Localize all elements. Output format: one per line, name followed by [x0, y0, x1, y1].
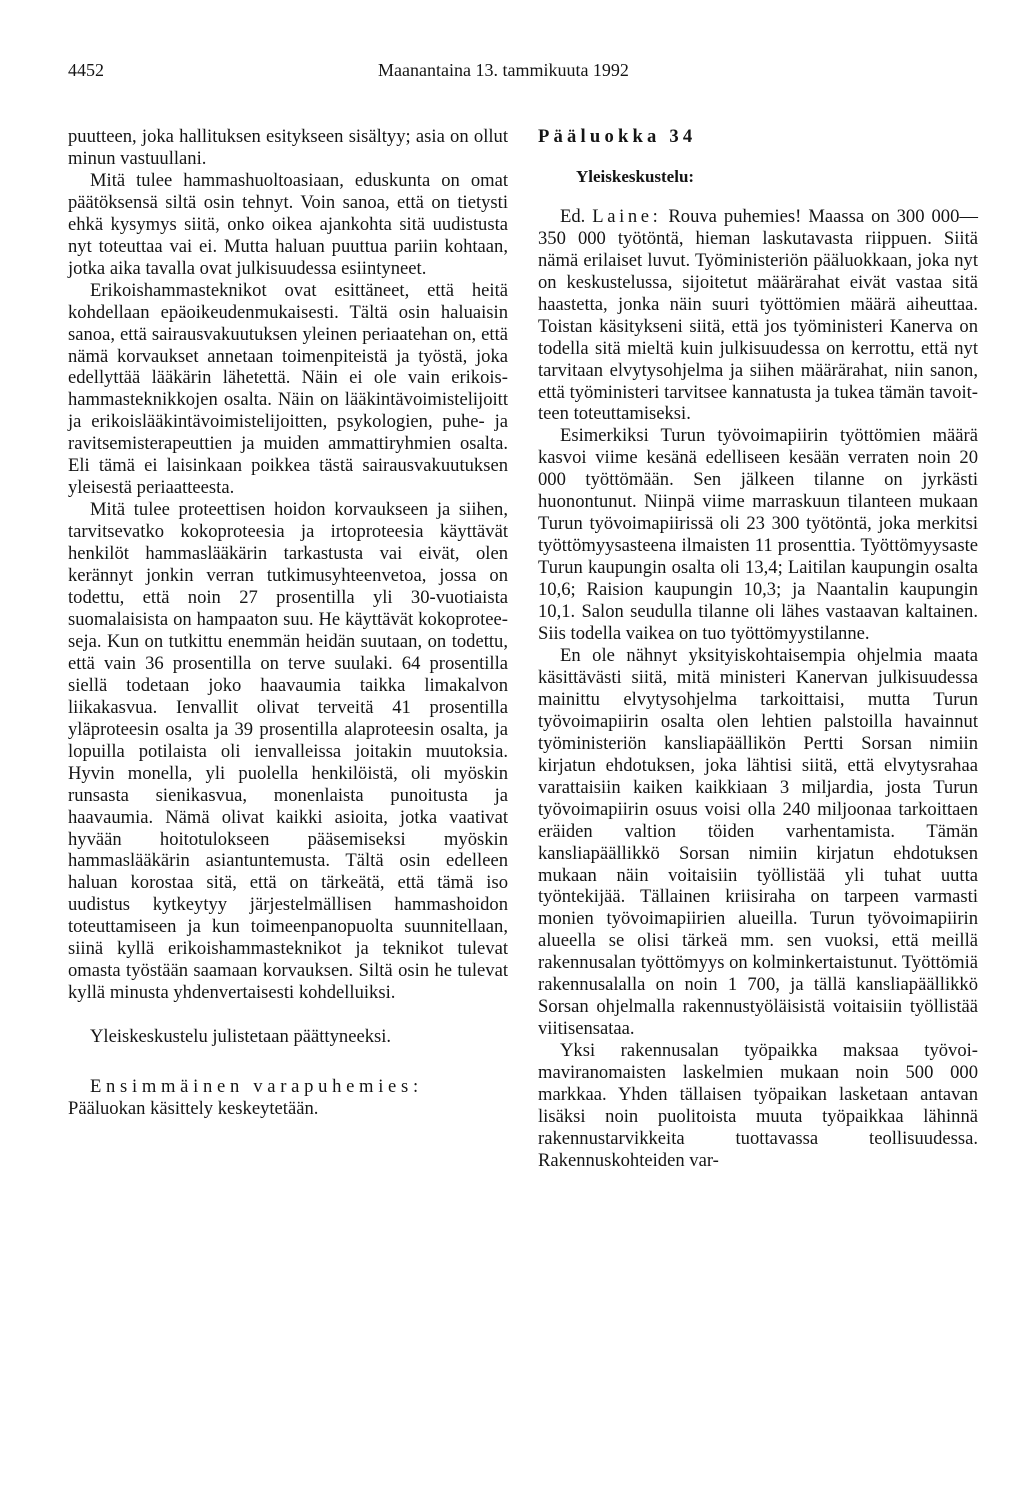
right-column — [538, 126, 978, 1172]
paragraph: En ole nähnyt yksityiskohtaisempia ohjelmia maata käsittävästi siitä, mitä ministeri Kanervan julkisuudessa mainittu elvytysohjelma tarkoittaisi, mutta Turun työvoimapiirin osalta olen lehtien palstoilla havainnut työministeriön kansliapäällikön Pertti Sorsan nimiin kirjatun ehdotuksen, joka lähtisi siitä, että elvytysrahaa varattaisiin kaiken kaikkiaan 3 miljardia, josta Turun työvoimapiirin osuus voisi olla 240 miljoonaa tarkoittaen eräiden valtion töiden varhentamista. Tämän kansliapäällikkö Sorsan nimiin kirjatun ehdotuksen mukaan näin voitaisiin työllistää yli tuhat uutta työntekijää. Tällainen kriisiraha on tarpeen varmasti monien työvoimapiirien alueilla. Turun työvoimapiirin alueella se olisi tärkeä mm. sen vuoksi, että meillä rakennusalan työttömyys on kolminkertaistunut. Työttömiä rakennusalalla on noin 1 700, ja tällä kansliapäällikkö Sorsan ohjelmalla rakennustyöläisistä voitaisiin työllistää viitisensataa. — [538, 644, 978, 1040]
page-header — [68, 60, 956, 90]
speaker-prefix: Ed. — [560, 205, 586, 227]
paragraph: Esimerkiksi Turun työvoimapiirin työttömien määrä kasvoi viime kesänä edelliseen kesään verraten noin 20 000 työttömään. Sen jälkeen tilanne on jyrkästi huonontunut. Niinpä viime marraskuun tilanteen mukaan Turun työvoimapiirissä oli 23 300 työtöntä, joka merkitsi työttömyysasteena ilmaisten 11 prosenttia. Työttömyysaste Turun kaupungin osalta oli 13,4; Laitilan kaupungin osalta 10,6; Raision kaupungin 10,3; ja Naantalin kaupungin 10,1. Salon seudulla tilanne oli lähes vastaavan kaltainen. Siis todella vaikea on tuo työttömyystilanne. — [538, 425, 978, 645]
left-column — [68, 126, 508, 1120]
speech-text: Rouva puhemies! Maassa on 300 000—350 000 työtöntä, hieman laskutavasta riippuen. Siitä nämä erilaiset luvut. Työministeriön pääluokkaan, joka nyt on keskustelussa, sijoitetut määrärahat eivät vastaa sitä haastetta, jonka näin suuri työttömien määrä aiheuttaa. Toistan käsitykseni siitä, että jos työministeri Kanerva on todella sitä mieltä kuin julkisuudessa on kerrottu, että nyt tarvitaan elvytysohjelma ja siihen määrärahat, niin sanon, että työministeri tarvitsee kannatusta ja tukea tämän tavoitteen toteuttamiseksi. — [538, 205, 978, 425]
speaker-name: Laine: — [592, 205, 662, 227]
paragraph: puutteen, joka hallituksen esitykseen sisältyy; asia on ollut minun vastuullani. — [68, 126, 508, 169]
section-title: Pääluokka 34 — [538, 126, 697, 147]
paragraph: Mitä tulee proteettisen hoidon korvaukseen ja siihen, tarvitsevatko kokoproteesia ja irtoproteesia käyttävät henkilöt hammaslääkärin tarkastusta vai eivät, olen kerännyt jonkin verran tutkimusyhteenvetoa, jossa on todettu, että noin 27 prosentilla yli 30-vuotiaista suomalaisista on hampaaton suu. He käyttävät kokoproteeseja. Kun on tutkittu enemmän heidän suutaan, on todettu, että vain 36 prosentilla on terve suulaki. 64 prosentilla siellä todetaan joko haavaumia taikka limakalvon liikakasvua. Ienvallit olivat terveitä 41 prosentilla yläproteesin osalta ja 39 prosentilla alaproteesin osalta, ja lopuilla potilaista oli ienvalleissa joitakin muutoksia. Hyvin monella, yli puolella henkilöistä, oli myöskin runsasta sienikasvua, monenlaista punoitusta ja haavaumia. Nämä olivat kaikki asioita, jotka vaativat hyvään hoitotulokseen pääsemiseksi myöskin hammaslääkärin asiantuntemusta. Tältä osin edelleen haluan korostaa sitä, että on tärkeätä, että tämä iso uudistus kytkeytyy järjestelmällisen hammashoidon toteuttamiseen ja kun toimeenpanopuolta suunnitellaan, siinä kyllä erikoishammasteknikot ja teknikot tulevat omasta työstään saamaan korvauksen. Siltä osin he tulevat kyllä minusta yhdenvertaisesti kohdelluiksi. — [68, 499, 508, 1004]
paragraph: Mitä tulee hammashuoltoasiaan, eduskunta on omat päätöksensä siltä osin tehnyt. Voin sanoa, että on tietysti ehkä kysymys siitä, onko oikea ajankohta sitä uudistusta nyt toteuttaa vai ei. Mutta haluan puuttua pariin kohtaan, jotka aika tavalla ovat julkisuudessa esiintyneet. — [68, 169, 508, 279]
session-date: Maanantaina 13. tammikuuta 1992 — [378, 60, 629, 80]
paragraph — [538, 206, 978, 426]
paragraph: Erikoishammasteknikot ovat esittäneet, että heitä kohdellaan epäoikeudenmukaisesti. Tältä osin haluaisin sanoa, että sairausvakuutuksen yleinen periaatehan on, että nämä korvaukset annetaan toimenpiteistä ja työstä, joka edellyttää lääkärin lähetettä. Näin ei ole vain erikoishammasteknikkojen osalta. Näin on lääkintävoimistelijoitt ja erikoislääkintävoimistelijoitten, psykologien, puhe- ja ravitsemisterapeuttien ja muiden ammattiryhmien osalta. Eli tämä ei laisinkaan poikkea tästä sairausvakuutuksen yleisestä periaatteesta. — [68, 279, 508, 499]
speaker-label: Ensimmäinen varapuhemies: — [90, 1076, 423, 1098]
paragraph: Yksi rakennusalan työpaikka maksaa työvoimaviranomaisten laskelmien mukaan noin 500 000 markkaa. Yhden tällaisen työpaikan lasketaan antavan lisäksi noin puolitoista muuta työpaikkaa lähinnä rakennustarvikkeita tuottavassa teollisuudessa. Rakennuskohteiden var- — [538, 1040, 978, 1171]
speaker-statement: Pääluokan käsittely keskeytetään. — [68, 1098, 319, 1120]
closing-line: Yleiskeskustelu julistetaan päättyneeksi. — [90, 1026, 392, 1048]
page-number: 4452 — [68, 60, 104, 80]
section-subtitle: Yleiskeskustelu: — [576, 166, 695, 186]
